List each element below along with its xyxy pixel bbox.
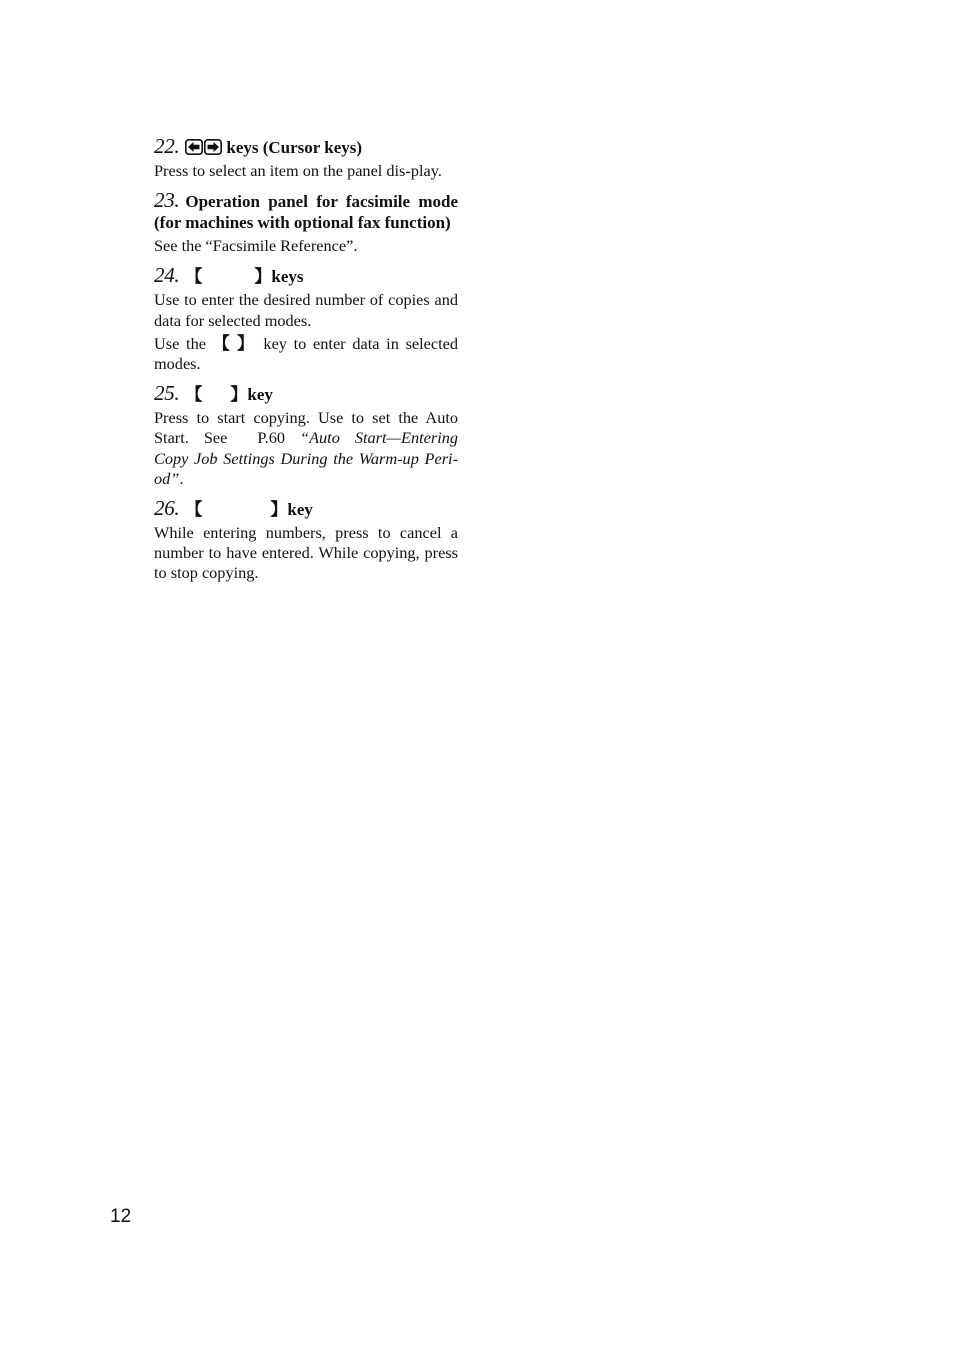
- section-24-heading: [154, 265, 458, 287]
- section-25-body-suffix: .: [179, 468, 184, 488]
- section-23: [154, 190, 458, 256]
- section-24-bracket-open: 【: [185, 267, 203, 287]
- section-26-bracket-close: 】: [270, 500, 288, 520]
- section-25-bracket-open: 【: [185, 385, 203, 405]
- section-22: [154, 136, 458, 181]
- section-23-body: See the “Facsimile Reference”.: [154, 236, 358, 256]
- section-25-body: [154, 408, 458, 489]
- section-23-number: 23.: [154, 188, 180, 213]
- section-24-body2: [154, 334, 458, 374]
- section-24: [154, 265, 458, 374]
- section-25-bracket-close: 】: [230, 385, 248, 405]
- section-25-reference-title[interactable]: “Auto Start—Entering Copy Job Settings During the Warm-up Peri-od”: [154, 428, 458, 488]
- section-22-heading: [154, 136, 458, 158]
- section-24-body2-prefix: Use the: [154, 333, 206, 353]
- content-column: [154, 136, 458, 593]
- section-24-body2-suffix: key to enter data in selected modes.: [154, 333, 459, 374]
- section-25: [154, 383, 458, 489]
- section-25-number: 25.: [154, 381, 180, 406]
- section-25-heading: [154, 383, 458, 405]
- section-23-heading: [154, 190, 458, 233]
- section-24-body2-bracket-close: 】: [234, 333, 257, 353]
- left-arrow-icon: [185, 139, 203, 155]
- section-26-number: 26.: [154, 496, 180, 521]
- section-25-title: key: [247, 385, 273, 405]
- section-24-number: 24.: [154, 263, 180, 288]
- section-25-reference[interactable]: P.60: [257, 428, 285, 448]
- section-22-body: Press to select an item on the panel dis-play.: [154, 161, 442, 180]
- section-22-number: 22.: [154, 134, 180, 158]
- section-25-body-prefix: Press to start copying. Use to set the Auto Start. See: [154, 408, 458, 448]
- section-26-body: While entering numbers, press to cancel a number to have entered. While copying, press to stop copying.: [154, 523, 458, 583]
- section-24-title: keys: [271, 267, 304, 287]
- section-26-heading: [154, 498, 458, 520]
- page-number: 12: [110, 1206, 132, 1227]
- right-arrow-icon: [204, 139, 222, 155]
- section-22-title: keys (Cursor keys): [226, 138, 363, 157]
- section-26-title: key: [287, 500, 313, 520]
- section-26-bracket-open: 【: [185, 500, 203, 520]
- section-24-bracket-close: 】: [254, 267, 272, 287]
- section-24-body2-bracket-open: 【: [212, 333, 233, 353]
- cursor-keys-icons: [185, 139, 222, 155]
- section-24-body: Use to enter the desired number of copies and data for selected modes.: [154, 290, 458, 330]
- section-23-title: Operation panel for facsimile mode (for machines with optional fax function): [154, 192, 458, 233]
- section-26: [154, 498, 458, 584]
